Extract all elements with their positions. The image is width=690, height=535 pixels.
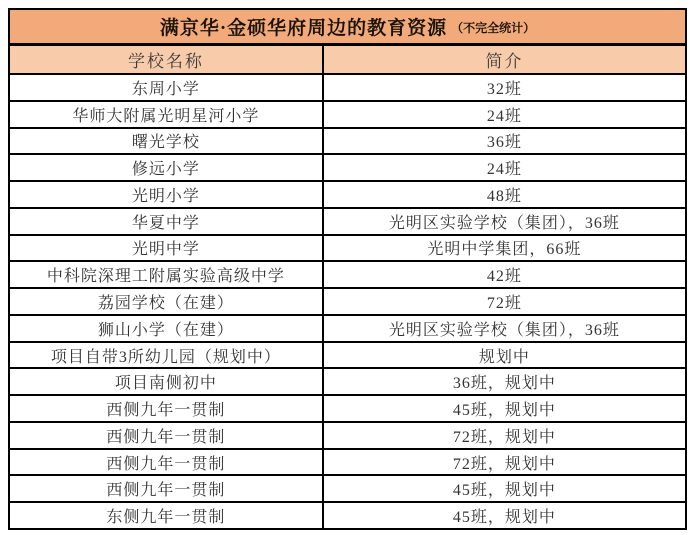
table-row [10,369,685,396]
intro-cell: 36班，规划中 [452,375,556,393]
intro-cell: 42班 [486,268,522,286]
table-row [10,450,685,477]
table-row [10,236,685,263]
table-header-row [10,46,685,75]
school-name-cell: 东侧九年一贯制 [10,503,324,528]
intro-cell: 36班 [486,134,522,152]
school-name-cell: 项目南侧初中 [10,369,324,394]
school-name-cell: 东周小学 [10,75,324,100]
intro-cell: 光明区实验学校（集团），36班 [388,214,620,232]
table-row [10,155,685,182]
school-name-cell: 项目自带3所幼儿园（规划中） [10,343,324,368]
school-name-cell: 华夏中学 [10,209,324,234]
table-row [10,343,685,370]
table-row [10,102,685,129]
table-row [10,182,685,209]
intro-cell: 45班，规划中 [452,482,556,500]
table-title-row [10,10,685,46]
school-name-cell: 西侧九年一贯制 [10,476,324,501]
school-name-cell: 西侧九年一贯制 [10,423,324,448]
intro-cell: 48班 [486,187,522,205]
table-row [10,75,685,102]
table-row [10,289,685,316]
intro-cell: 72班，规划中 [452,455,556,473]
intro-cell: 光明中学集团，66班 [427,241,582,259]
table-title-note: （不完全统计） [451,21,536,35]
intro-cell: 32班 [486,80,522,98]
education-resources-table [8,8,687,530]
school-name-cell: 荔园学校（在建） [10,289,324,314]
column-header-school-name: 学校名称 [10,46,324,73]
school-name-cell: 狮山小学（在建） [10,316,324,341]
intro-cell: 45班，规划中 [452,509,556,527]
intro-cell: 24班 [486,107,522,125]
column-header-intro: 简介 [485,52,524,71]
school-name-cell: 西侧九年一贯制 [10,450,324,475]
table-body [10,75,685,528]
table-row [10,209,685,236]
school-name-cell: 中科院深理工附属实验高级中学 [10,262,324,287]
school-name-cell: 西侧九年一贯制 [10,396,324,421]
school-name-cell: 光明中学 [10,236,324,261]
table-row [10,129,685,156]
table-row [10,423,685,450]
intro-cell: 光明区实验学校（集团），36班 [388,321,620,339]
table-row [10,476,685,503]
table-row [10,503,685,528]
table-row [10,316,685,343]
table-row [10,396,685,423]
school-name-cell: 华师大附属光明星河小学 [10,102,324,127]
table-title: 满京华·金硕华府周边的教育资源 [159,18,448,39]
intro-cell: 规划中 [478,348,530,366]
table-row [10,262,685,289]
intro-cell: 24班 [486,161,522,179]
intro-cell: 72班 [486,295,522,312]
school-name-cell: 修远小学 [10,155,324,180]
intro-cell: 72班，规划中 [452,428,556,446]
school-name-cell: 光明小学 [10,182,324,207]
intro-cell: 45班，规划中 [452,402,556,420]
school-name-cell: 曙光学校 [10,129,324,154]
